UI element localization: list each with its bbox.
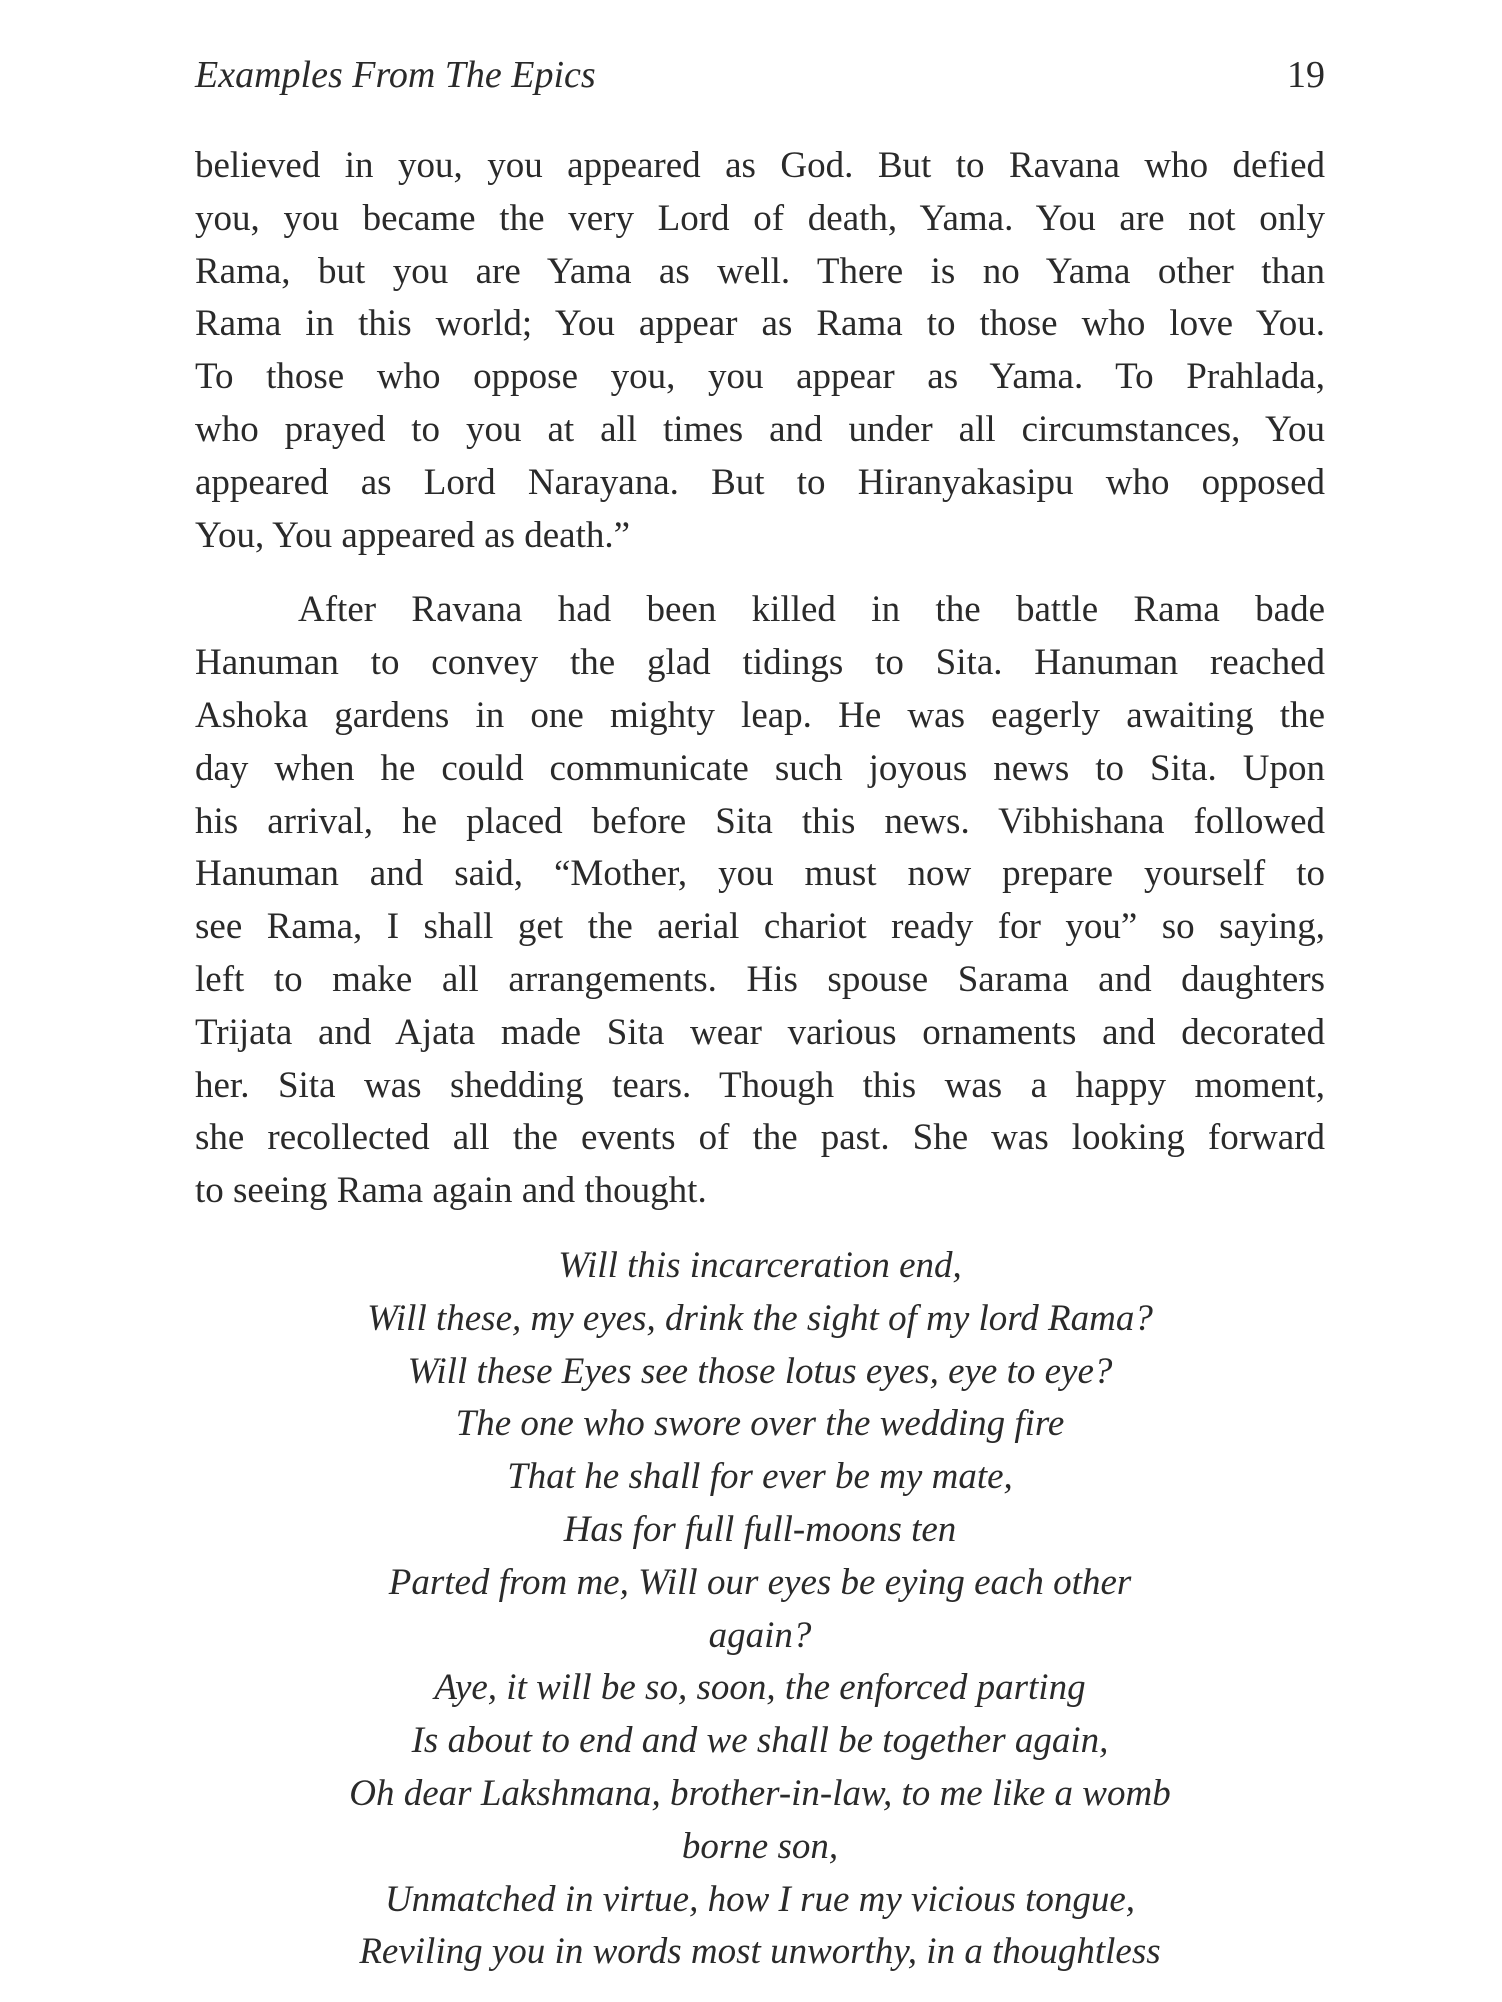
verse-line: That he shall for ever be my mate,: [507, 1456, 1013, 1498]
text-line: Hanuman and said, “Mother, you must now prepare yourself to: [195, 853, 1325, 895]
verse-line: Reviling you in words most unworthy, in a thoughtless: [359, 1931, 1161, 1973]
text-line: To those who oppose you, you appear as Yama. To Prahlada,: [195, 356, 1325, 398]
verse-line: Has for full full-moons ten: [563, 1508, 957, 1550]
text-line: Ashoka gardens in one mighty leap. He was eagerly awaiting the: [195, 694, 1325, 736]
text-line: believed in you, you appeared as God. But to Ravana who defied: [195, 145, 1325, 186]
text-line: who prayed to you at all times and under all circumstances, You: [195, 408, 1325, 450]
text-line: she recollected all the events of the past. She was looking forward: [195, 1117, 1325, 1159]
text-line: her. Sita was shedding tears. Though this was a happy moment,: [195, 1064, 1325, 1106]
verse-block: [195, 1240, 1325, 1979]
text-line: Rama in this world; You appear as Rama to those who love You.: [195, 303, 1325, 345]
text-line: day when he could communicate such joyous news to Sita. Upon: [195, 747, 1325, 789]
text-line: Trijata and Ajata made Sita wear various ornaments and decorated: [195, 1011, 1325, 1053]
text-line: his arrival, he placed before Sita this news. Vibhishana followed: [195, 800, 1325, 842]
text-line: to seeing Rama again and thought.: [195, 1170, 707, 1212]
verse-line: Will these, my eyes, drink the sight of my lord Rama?: [367, 1297, 1153, 1339]
verse-line: Unmatched in virtue, how I rue my vicious tongue,: [384, 1878, 1136, 1920]
text-line: After Ravana had been killed in the battle Rama bade: [298, 589, 1325, 631]
page-number: 19: [1287, 54, 1325, 96]
verse-line: Will this incarceration end,: [558, 1245, 962, 1286]
text-line: left to make all arrangements. His spouse Sarama and daughters: [195, 958, 1325, 1000]
verse-line: borne son,: [681, 1825, 839, 1867]
paragraph: [195, 140, 1325, 562]
verse-line: Oh dear Lakshmana, brother-in-law, to me like a womb: [349, 1772, 1171, 1814]
running-title: Examples From The Epics: [195, 54, 596, 96]
text-line: Rama, but you are Yama as well. There is no Yama other than: [195, 250, 1325, 292]
verse-line: The one who swore over the wedding fire: [455, 1403, 1065, 1445]
text-line: appeared as Lord Narayana. But to Hiranyakasipu who opposed: [195, 461, 1325, 503]
body-text: [195, 140, 1325, 1218]
verse-line: Parted from me, Will our eyes be eying each other: [388, 1561, 1132, 1603]
running-head: [195, 50, 1325, 102]
verse-line: Aye, it will be so, soon, the enforced parting: [434, 1667, 1086, 1709]
text-line: You, You appeared as death.”: [195, 514, 631, 556]
verse-line: Is about to end and we shall be together again,: [411, 1720, 1109, 1762]
verse-line: again?: [708, 1614, 812, 1656]
text-line: Hanuman to convey the glad tidings to Sita. Hanuman reached: [195, 642, 1325, 684]
text-line: see Rama, I shall get the aerial chariot ready for you” so saying,: [195, 906, 1325, 948]
text-line: you, you became the very Lord of death, Yama. You are not only: [195, 197, 1325, 239]
verse-line: Will these Eyes see those lotus eyes, eye to eye?: [407, 1350, 1113, 1392]
paragraph: [195, 584, 1325, 1218]
